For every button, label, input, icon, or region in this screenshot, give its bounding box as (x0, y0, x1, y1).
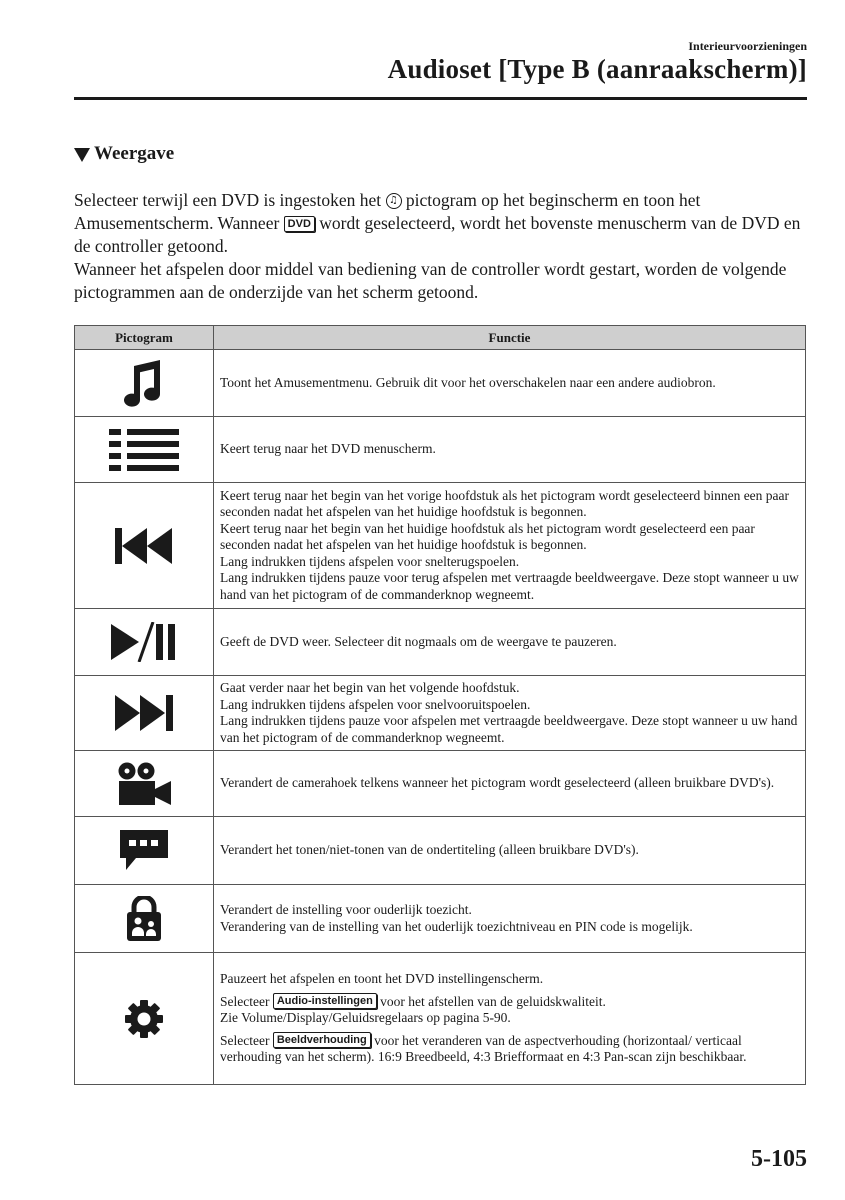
parental-lock-icon (126, 896, 162, 942)
function-line: Pauzeert het afspelen en toont het DVD instellingenscherm. (220, 971, 544, 987)
section-title: Weergave (94, 143, 175, 164)
triangle-bullet-icon (74, 148, 90, 162)
icon-cell (75, 953, 214, 1085)
function-line: Gaat verder naar het begin van het volgende hoofdstuk. (220, 680, 520, 695)
function-cell (214, 953, 806, 1085)
table-row (75, 417, 806, 483)
table-header-row (75, 326, 806, 350)
icon-cell (75, 817, 214, 885)
select-description: voor het afstellen van de geluidskwaliteit. (380, 993, 606, 1009)
table-row (75, 609, 806, 676)
intro-text-b: pictogram op het beginscherm en toon het Amusementscherm. Wanneer (74, 190, 701, 233)
intro-paragraph-2: Wanneer het afspelen door middel van bediening van de controller wordt gestart, worden de volgende pictogrammen aan de onderzijde van het scherm getoond. (74, 259, 787, 302)
video-camera-icon (116, 762, 172, 806)
function-line: Lang indrukken tijdens pauze voor terug afspelen met vertraagde beeldweergave. Deze stopt wanneer u uw hand van het pictogram of de commanderknop wegneemt. (220, 570, 799, 602)
function-line: Toont het Amusementmenu. Gebruik dit voor het overschakelen naar een andere audiobron. (220, 374, 716, 390)
previous-track-icon (115, 528, 173, 564)
audio-settings-button-label: Audio-instellingen (273, 993, 377, 1009)
function-cell (214, 751, 806, 817)
table-row (75, 817, 806, 885)
intro-paragraph-1 (74, 189, 814, 258)
function-cell (214, 350, 806, 417)
table-row (75, 483, 806, 609)
aspect-ratio-button-label: Beeldverhouding (273, 1032, 371, 1048)
icon-cell (75, 676, 214, 751)
chapter-label: Interieurvoorzieningen (688, 39, 807, 53)
subtitle-icon (120, 830, 168, 872)
function-cell (214, 885, 806, 953)
function-line: Geeft de DVD weer. Selecteer dit nogmaals om de weergave te pauzeren. (220, 633, 617, 649)
intro-text (74, 189, 814, 304)
music-note-icon (120, 358, 168, 408)
intro-text-a: Selecteer terwijl een DVD is ingestoken het (74, 190, 382, 210)
icon-cell (75, 885, 214, 953)
icon-cell (75, 417, 214, 483)
function-line: Zie Volume/Display/Geluidsregelaars op pagina 5-90. (220, 1010, 511, 1026)
icon-cell (75, 751, 214, 817)
function-line: Keert terug naar het begin van het huidige hoofdstuk als het pictogram wordt geselecteerd een paar seconden nadat het afspelen van het huidige hoofdstuk is begonnen. (220, 520, 755, 553)
function-cell (214, 817, 806, 885)
play-pause-icon (111, 622, 177, 662)
section-heading (74, 143, 174, 165)
function-line: Lang indrukken tijdens pauze voor afspelen met vertraagde beeldweergave. Deze stopt wanneer u uw hand van het pictogram of de commanderknop wegneemt. (220, 713, 798, 745)
icon-cell (75, 350, 214, 417)
icon-cell (75, 483, 214, 609)
pictogram-table (74, 325, 806, 1085)
select-description: voor het veranderen van de aspectverhouding (horizontaal/ verticaal verhouding van het scherm). 16:9 Breedbeeld, 4:3 Briefformaat en 4:3 Pan-scan zijn beschikbaar. (220, 1032, 747, 1065)
function-cell (214, 676, 806, 751)
function-line (220, 1032, 799, 1066)
function-cell (214, 609, 806, 676)
table-row (75, 885, 806, 953)
table-row (75, 953, 806, 1085)
function-line: Verandering van de instelling van het ouderlijk toezichtniveau en PIN code is mogelijk. (220, 918, 693, 934)
table-row (75, 676, 806, 751)
header-divider (74, 97, 807, 100)
function-line: Verandert het tonen/niet-tonen van de ondertiteling (alleen bruikbare DVD's). (220, 842, 639, 858)
next-track-icon (115, 695, 173, 731)
music-note-inline-icon: ♫ (386, 193, 402, 209)
function-line: Verandert de instelling voor ouderlijk toezicht. (220, 902, 472, 917)
function-line: Keert terug naar het DVD menuscherm. (220, 441, 436, 457)
function-cell (214, 483, 806, 609)
function-line (220, 993, 799, 1011)
function-line: Verandert de camerahoek telkens wanneer het pictogram wordt geselecteerd (alleen bruikbare DVD's). (220, 775, 775, 791)
select-label: Selecteer (220, 993, 270, 1009)
function-cell (214, 417, 806, 483)
function-line: Lang indrukken tijdens afspelen voor snelvooruitspoelen. (220, 696, 531, 712)
gear-icon (124, 999, 164, 1039)
header-pictogram: Pictogram (75, 326, 214, 350)
dvd-button-label: DVD (284, 216, 315, 232)
list-menu-icon (109, 429, 179, 471)
header-functie: Functie (214, 326, 806, 350)
page-title: Audioset [Type B (aanraakscherm)] (387, 54, 807, 84)
page-number: 5-105 (751, 1146, 807, 1172)
table-row (75, 350, 806, 417)
function-line: Keert terug naar het begin van het vorige hoofdstuk als het pictogram wordt geselecteerd binnen een paar seconden nadat het afspelen van het huidige hoofdstuk is begonnen. (220, 487, 790, 520)
select-label: Selecteer (220, 1032, 270, 1048)
table-row (75, 751, 806, 817)
function-line: Lang indrukken tijdens afspelen voor snelterugspoelen. (220, 553, 520, 569)
icon-cell (75, 609, 214, 676)
intro-text-c: wordt geselecteerd, wordt het bovenste menuscherm van de DVD en de controller getoond. (74, 213, 801, 256)
